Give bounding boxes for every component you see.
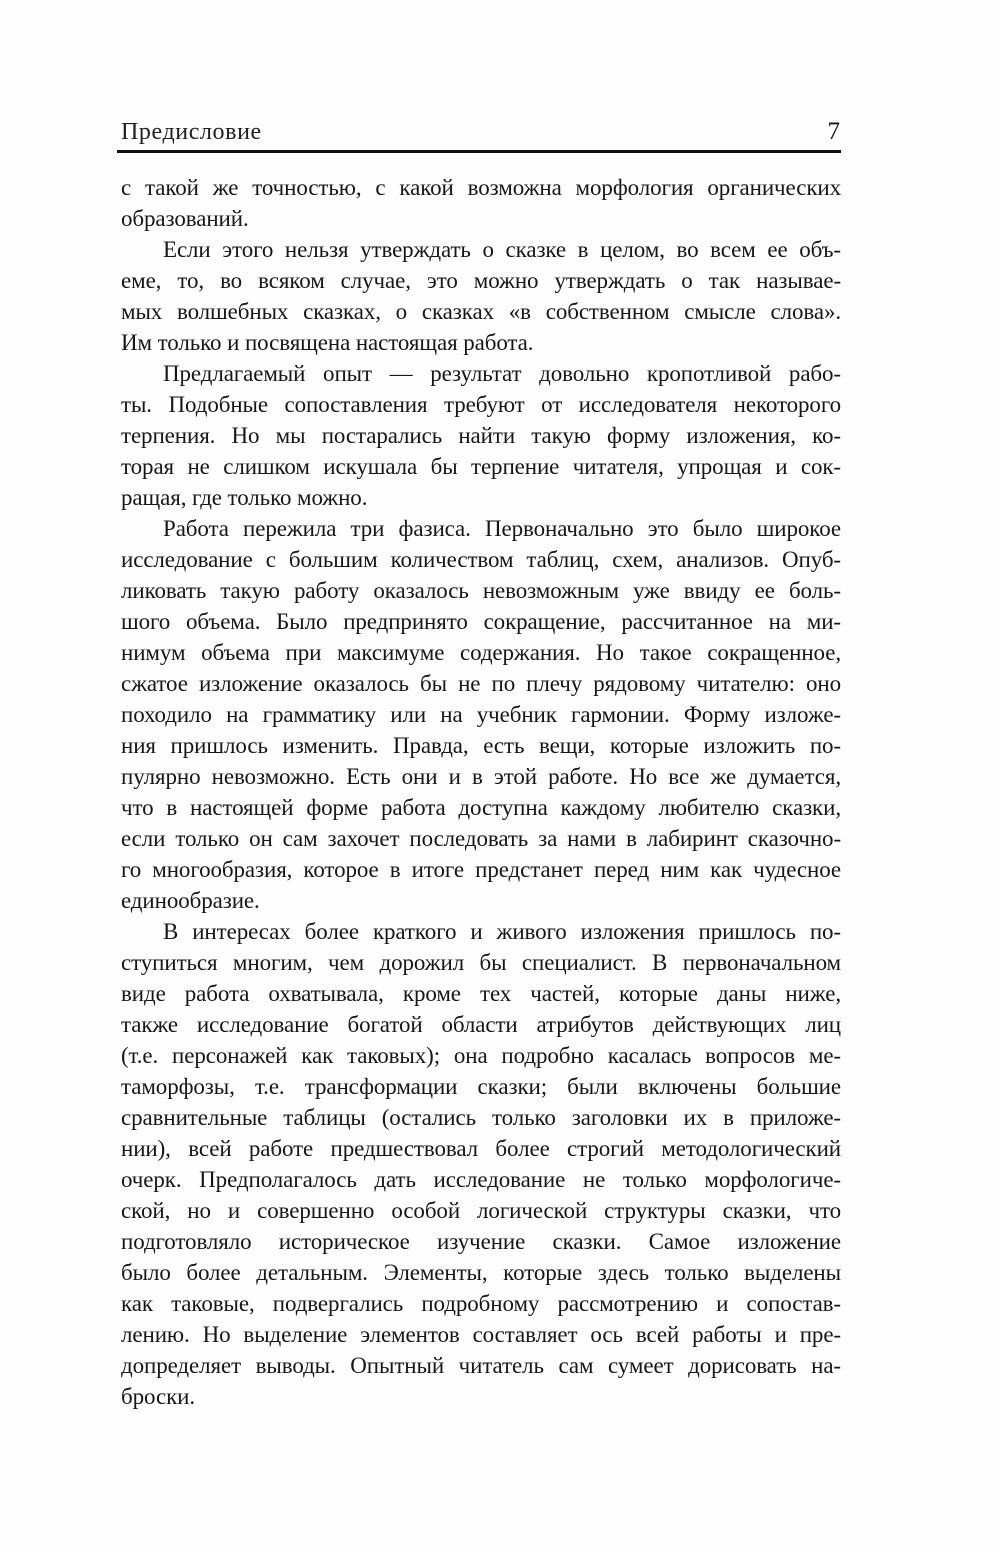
text-line: го многообразия, которое в итоге предстанет перед ним как чудесное — [121, 857, 841, 882]
header-rule — [117, 150, 841, 153]
text-line: таморфозы, т.е. трансформации сказки; были включены большие — [121, 1074, 841, 1099]
text-line: было более детальным. Элементы, которые здесь только выделены — [121, 1260, 841, 1285]
paragraph — [121, 513, 841, 916]
text-line: очерк. Предполагалось дать исследование не только морфологиче- — [121, 1167, 841, 1192]
text-line: броски. — [121, 1384, 196, 1409]
text-line: походило на грамматику или на учебник гармонии. Форму изложе- — [121, 702, 841, 727]
chapter-title: Предисловие — [121, 119, 262, 145]
text-line: нимум объема при максимуме содержания. Но такое сокращенное, — [121, 640, 841, 665]
text-line: Работа пережила три фазиса. Первоначально это было широкое — [163, 516, 841, 541]
text-line: что в настоящей форме работа доступна каждому любителю сказки, — [121, 795, 841, 820]
text-line: сжатое изложение оказалось бы не по плечу рядовому читателю: оно — [121, 671, 841, 696]
text-line: (т.е. персонажей как таковых); она подробно касалась вопросов ме- — [121, 1043, 841, 1068]
text-line: сравнительные таблицы (остались только заголовки их в приложе- — [121, 1105, 841, 1130]
running-header — [121, 118, 840, 146]
text-line: ния пришлось изменить. Правда, есть вещи, которые изложить по- — [121, 733, 841, 758]
text-line: виде работа охватывала, кроме тех частей, которые даны ниже, — [121, 981, 841, 1006]
text-line: В интересах более краткого и живого изложения пришлось по- — [163, 919, 841, 944]
text-line: ской, но и совершенно особой логической структуры сказки, что — [121, 1198, 841, 1223]
text-line: нии), всей работе предшествовал более строгий методологический — [121, 1136, 841, 1161]
text-line: шого объема. Было предпринято сокращение, рассчитанное на ми- — [121, 609, 841, 634]
text-line: лению. Но выделение элементов составляет ось всей работы и пре- — [121, 1322, 841, 1347]
text-line: торая не слишком искушала бы терпение читателя, упрощая и сок- — [121, 454, 841, 479]
text-line: также исследование богатой области атрибутов действующих лиц — [121, 1012, 841, 1037]
text-line: допределяет выводы. Опытный читатель сам сумеет дорисовать на- — [121, 1353, 841, 1378]
text-line: подготовляло историческое изучение сказки. Самое изложение — [121, 1229, 841, 1254]
paragraph — [121, 172, 841, 234]
text-line: мых волшебных сказках, о сказках «в собственном смысле слова». — [121, 299, 841, 324]
text-line: как таковые, подвергались подробному рассмотрению и сопостав- — [121, 1291, 841, 1316]
body-text — [121, 172, 841, 1412]
text-line: терпения. Но мы постарались найти такую форму изложения, ко- — [121, 423, 841, 448]
paragraph — [121, 234, 841, 358]
text-line: ты. Подобные сопоставления требуют от исследователя некоторого — [121, 392, 841, 417]
text-line: единообразие. — [121, 888, 260, 913]
text-line: ращая, где только можно. — [121, 485, 368, 510]
text-line: Предлагаемый опыт — результат довольно кропотливой рабо- — [163, 361, 841, 386]
text-line: еме, то, во всяком случае, это можно утверждать о так называе- — [121, 268, 841, 293]
text-line: с такой же точностью, с какой возможна морфология органических — [121, 175, 841, 200]
text-line: если только он сам захочет последовать за нами в лабиринт сказочно- — [121, 826, 841, 851]
paragraph — [121, 916, 841, 1412]
text-line: Им только и посвящена настоящая работа. — [121, 330, 534, 355]
text-line: исследование с большим количеством таблиц, схем, анализов. Опуб- — [121, 547, 841, 572]
text-line: образований. — [121, 206, 249, 231]
text-line: Если этого нельзя утверждать о сказке в целом, во всем ее объ- — [163, 237, 841, 262]
text-line: ликовать такую работу оказалось невозможным уже ввиду ее боль- — [121, 578, 841, 603]
page-number: 7 — [827, 118, 840, 145]
paragraph — [121, 358, 841, 513]
text-line: ступиться многим, чем дорожил бы специалист. В первоначальном — [121, 950, 841, 975]
text-line: пулярно невозможно. Есть они и в этой работе. Но все же думается, — [121, 764, 841, 789]
